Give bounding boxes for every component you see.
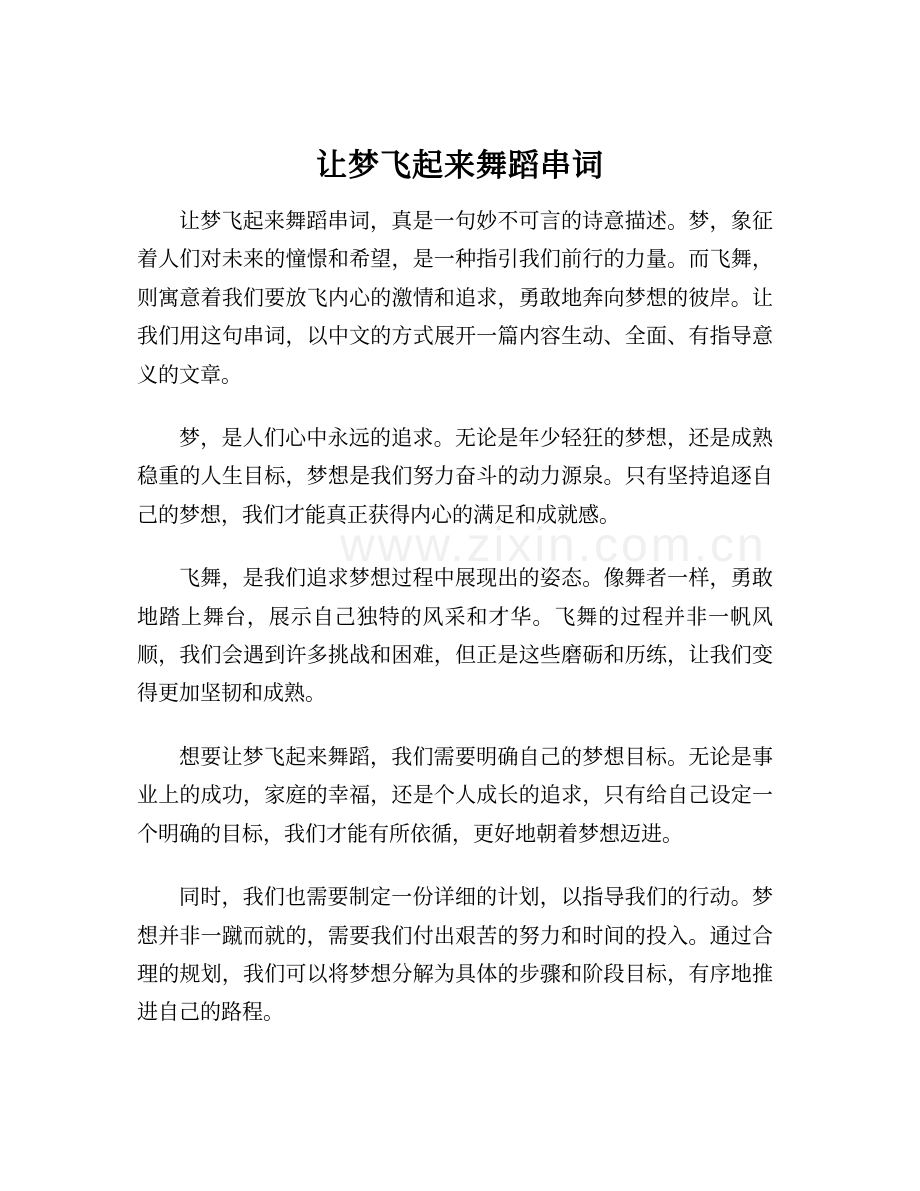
paragraph-1: 让梦飞起来舞蹈串词，真是一句妙不可言的诗意描述。梦，象征着人们对未来的憧憬和希望，是一种指引我们前行的力量。而飞舞，则寓意着我们要放飞内心的激情和追求，勇敢地奔向梦想的彼岸。让我们用这句串词，以中文的方式展开一篇内容生动、全面、有指导意义的文章。 <box>137 209 773 387</box>
paragraph-4: 想要让梦飞起来舞蹈，我们需要明确自己的梦想目标。无论是事业上的成功，家庭的幸福，还是个人成长的追求，只有给自己设定一个明确的目标，我们才能有所依循，更好地朝着梦想迈进。 <box>137 744 773 846</box>
document-title: 让梦飞起来舞蹈串词 <box>316 148 604 184</box>
paragraph-2: 梦，是人们心中永远的追求。无论是年少轻狂的梦想，还是成熟稳重的人生目标，梦想是我们努力奋斗的动力源泉。只有坚持追逐自己的梦想，我们才能真正获得内心的满足和成就感。 <box>137 426 773 527</box>
document-body <box>137 202 773 1057</box>
watermark: www.zixin.com.cn <box>340 519 767 572</box>
paragraph-5: 同时，我们也需要制定一份详细的计划，以指导我们的行动。梦想并非一蹴而就的，需要我们付出艰苦的努力和时间的投入。通过合理的规划，我们可以将梦想分解为具体的步骤和阶段目标，有序地推进自己的路程。 <box>137 885 773 1025</box>
paragraph-3: 飞舞，是我们追求梦想过程中展现出的姿态。像舞者一样，勇敢地踏上舞台，展示自己独特的风采和才华。飞舞的过程并非一帆风顺，我们会遇到许多挑战和困难，但正是这些磨砺和历练，让我们变得更加坚韧和成熟。 <box>137 566 773 706</box>
